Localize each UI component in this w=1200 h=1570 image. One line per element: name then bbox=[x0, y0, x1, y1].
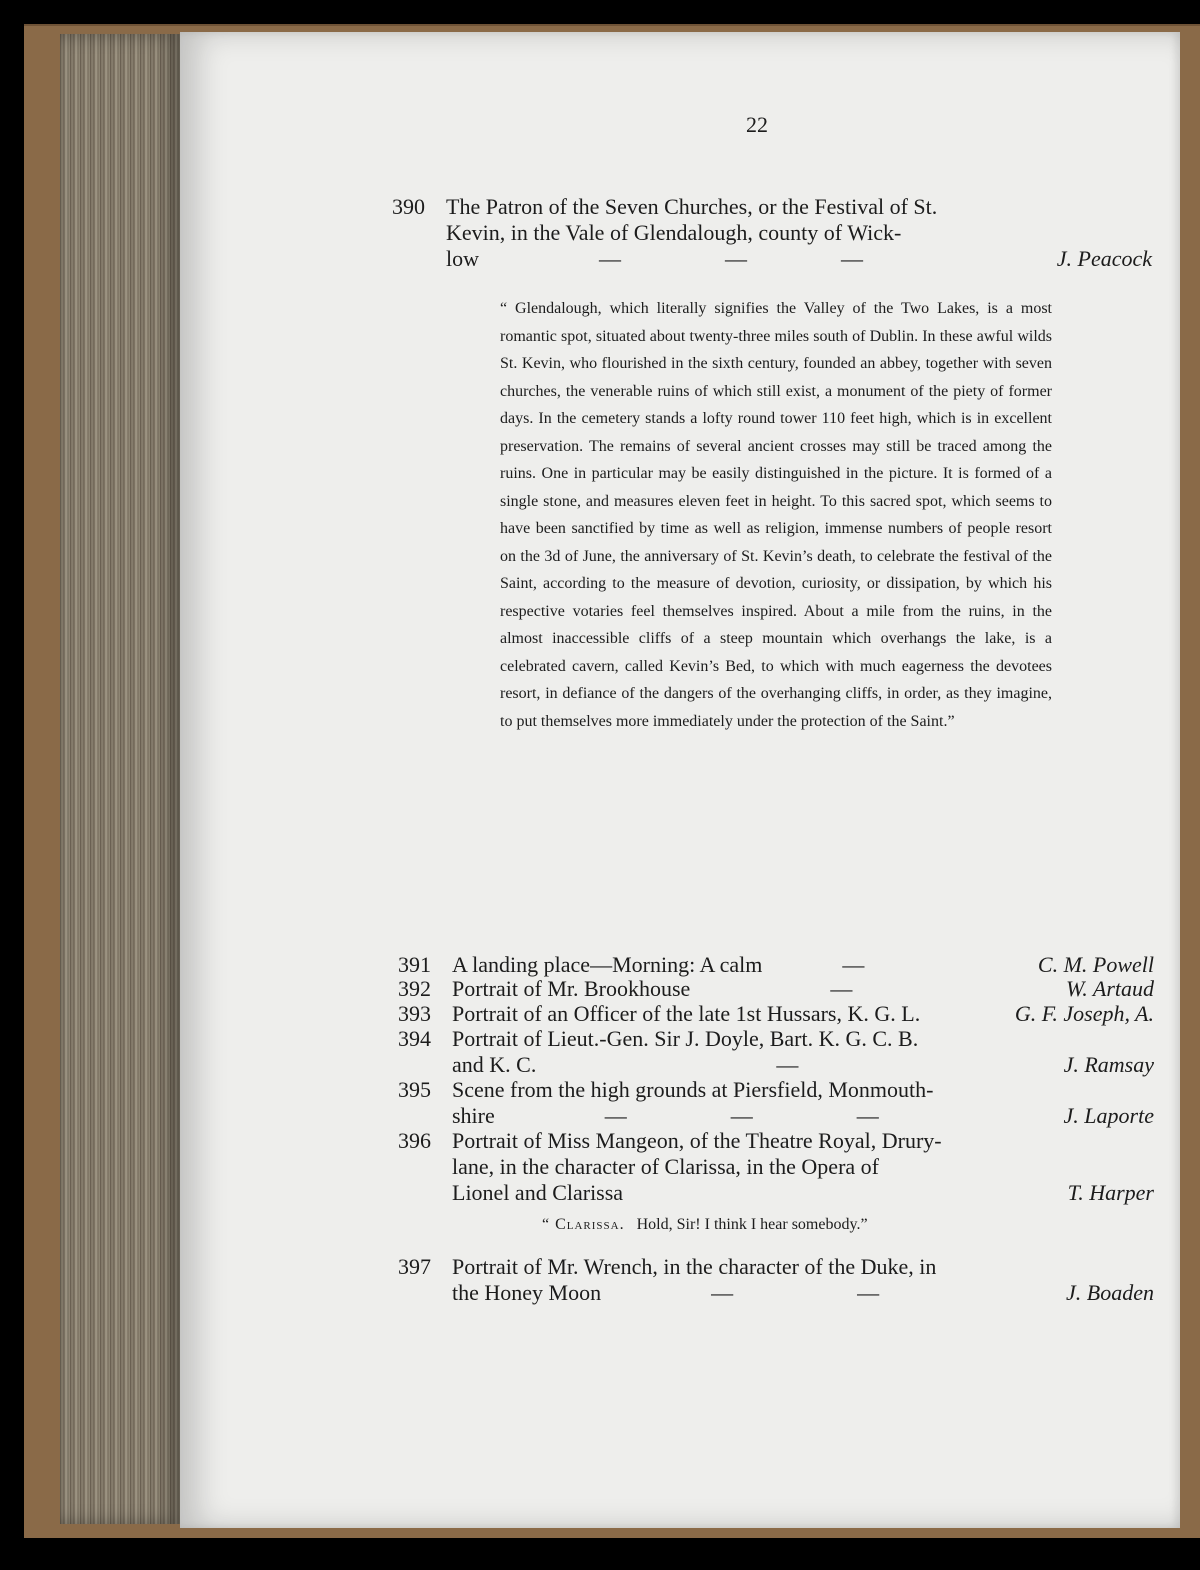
entry-title-cont: and K. C. bbox=[452, 1052, 537, 1077]
dash: — bbox=[711, 1280, 734, 1305]
entry-artist: J. Ramsay bbox=[1063, 1052, 1154, 1077]
quote-glendalough bbox=[500, 295, 1052, 735]
dash: — bbox=[857, 1280, 880, 1305]
entry-number: 394 bbox=[398, 1026, 431, 1051]
dash: — bbox=[730, 1103, 753, 1128]
entry-title: Portrait of Mr. Wrench, in the character of the Duke, in bbox=[452, 1254, 937, 1279]
dash: — bbox=[841, 246, 863, 271]
entry-title: Portrait of Miss Mangeon, of the Theatre Royal, Drury- bbox=[452, 1128, 942, 1153]
catalogue-entry-391 bbox=[398, 952, 1154, 978]
entry-title-cont: Kevin, in the Vale of Glendalough, county of Wick- bbox=[446, 220, 902, 245]
catalogue-entry-397 bbox=[398, 1254, 1154, 1306]
entry-artist: J. Peacock bbox=[1056, 246, 1152, 271]
catalogue-entry-393 bbox=[398, 1001, 1154, 1027]
dash: — bbox=[856, 1103, 879, 1128]
catalogue-entry-392 bbox=[398, 976, 1154, 1002]
entry-number: 397 bbox=[398, 1254, 431, 1279]
entry-artist: C. M. Powell bbox=[1037, 952, 1154, 977]
entry-artist: J. Boaden bbox=[1066, 1280, 1154, 1305]
entry-title: The Patron of the Seven Churches, or the Festival of St. bbox=[446, 194, 938, 219]
entry-artist: J. Laporte bbox=[1063, 1103, 1154, 1128]
entry-number: 395 bbox=[398, 1077, 431, 1102]
page bbox=[180, 32, 1180, 1528]
catalogue-entry-396 bbox=[398, 1128, 1154, 1206]
dash: — bbox=[725, 246, 747, 271]
catalogue-entry-395 bbox=[398, 1077, 1154, 1129]
entry-artist: G. F. Joseph, A. bbox=[1014, 1001, 1154, 1026]
catalogue-entry-394 bbox=[398, 1026, 1154, 1078]
entry-number: 392 bbox=[398, 976, 431, 1001]
entry-title-cont: low bbox=[446, 246, 479, 271]
entry-title: Scene from the high grounds at Piersfield, Monmouth- bbox=[452, 1077, 934, 1102]
dash: — bbox=[842, 952, 865, 977]
entry-number: 396 bbox=[398, 1128, 431, 1153]
dash: — bbox=[599, 246, 621, 271]
quote-text: “ Glendalough, which literally signifies the Valley of the Two Lakes, is a most romantic spot, situated about twenty-three miles south of Dublin. In these awful wilds St. Kevin, who flourished in the sixth century, founded an abbey, together with seven churches, the venerable ruins of which still exist, a monument of the piety of former days. In the cemetery stands a lofty round tower 110 feet high, which is in excellent preservation. The remains of several ancient crosses may still be traced among the ruins. One in particular may be easily distinguished in the picture. It is formed of a single stone, and measures eleven feet in height. To this sacred spot, which seems to have been sanctified by time as well as religion, immense numbers of people resort on the 3d of June, the anniversary of St. Kevin’s death, to celebrate the festival of the Saint, according to the measure of devotion, curiosity, or dissipation, by which his respective votaries feel themselves inspired. About a mile from the ruins, in the almost inaccessible cliffs of a steep mountain which overhangs the lake, is a celebrated cavern, called Kevin’s Bed, to which with much eagerness the devotees resort, in defiance of the dangers of the overhanging cliffs, in order, as they imagine, to put themselves more immediately under the protection of the Saint.” bbox=[500, 300, 1052, 730]
entry-title: A landing place—Morning: A calm bbox=[452, 952, 763, 977]
entry-number: 393 bbox=[398, 1001, 431, 1026]
entry-artist: W. Artaud bbox=[1065, 976, 1154, 1001]
entry-title: Portrait of Lieut.-Gen. Sir J. Doyle, Bart. K. G. C. B. bbox=[452, 1026, 919, 1051]
entry-title-cont: lane, in the character of Clarissa, in the Opera of bbox=[452, 1154, 879, 1179]
entry-title-cont: the Honey Moon bbox=[452, 1280, 602, 1305]
quote-speaker: “ Clarissa. bbox=[542, 1216, 625, 1233]
dash: — bbox=[604, 1103, 627, 1128]
entry-number: 390 bbox=[392, 194, 425, 219]
entry-artist: T. Harper bbox=[1067, 1180, 1154, 1205]
entry-title-cont: Lionel and Clarissa bbox=[452, 1180, 624, 1205]
catalogue-entry-390 bbox=[392, 194, 1152, 272]
entry-title-cont: shire bbox=[452, 1103, 495, 1128]
entry-title: Portrait of Mr. Brookhouse bbox=[452, 976, 691, 1001]
quote-clarissa bbox=[542, 1216, 868, 1234]
dash: — bbox=[830, 976, 853, 1001]
dash: — bbox=[776, 1052, 799, 1077]
quote-text: Hold, Sir! I think I hear somebody.” bbox=[636, 1216, 868, 1233]
page-number: 22 bbox=[746, 112, 768, 137]
page-text bbox=[180, 32, 1180, 1528]
page-edges bbox=[60, 34, 180, 1524]
entry-number: 391 bbox=[398, 952, 431, 977]
entry-title: Portrait of an Officer of the late 1st Hussars, K. G. L. bbox=[452, 1001, 921, 1026]
